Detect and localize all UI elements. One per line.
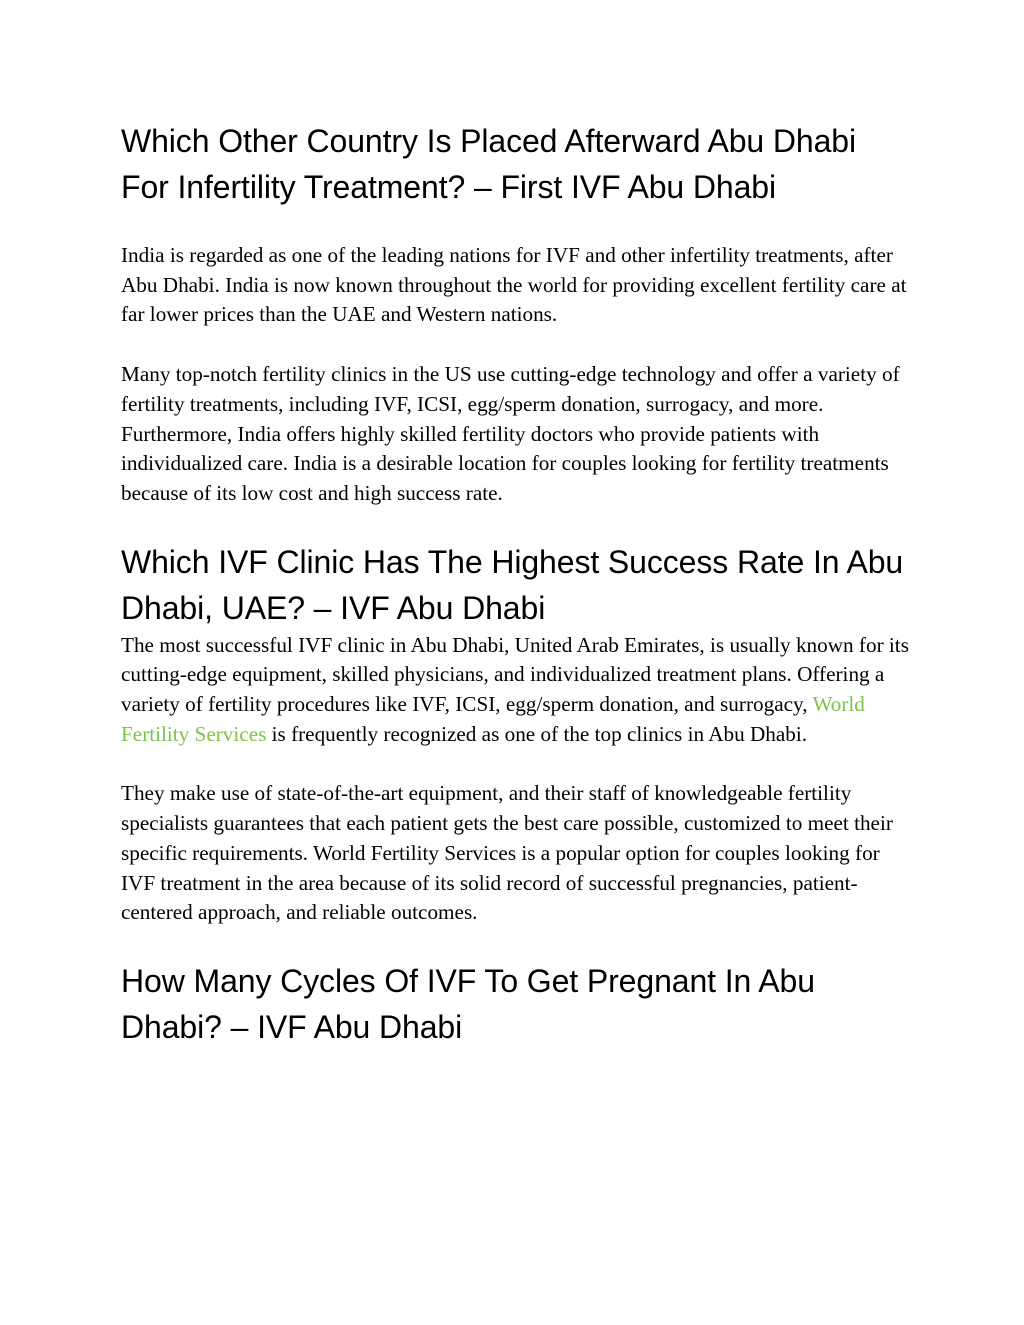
paragraph-successful-clinic [121,631,911,750]
paragraph-text: The most successful IVF clinic in Abu Dhabi, United Arab Emirates, is usually known for its cutting-edge equipment, skilled physicians, and individualized treatment plans. Offering a variety of fertility procedures like IVF, ICSI, egg/sperm donation, and surrogacy, [121,632,909,717]
heading-other-country: Which Other Country Is Placed Afterward Abu Dhabi For Infertility Treatment? – First IVF Abu Dhabi [121,123,857,205]
paragraph-india-intro: India is regarded as one of the leading nations for IVF and other infertility treatments, after Abu Dhabi. India is now known throughout the world for providing excellent fertility care at far lower prices than the UAE and Western nations. [121,243,907,327]
paragraph-text: is frequently recognized as one of the top clinics in Abu Dhabi. [266,721,808,746]
heading-highest-success: Which IVF Clinic Has The Highest Success Rate In Abu Dhabi, UAE? – IVF Abu Dhabi [121,543,904,626]
paragraph-clinics: Many top-notch fertility clinics in the US use cutting-edge technology and offer a variety of fertility treatments, including IVF, ICSI, egg/sperm donation, surrogacy, and more. Furthermore, India offers highly skilled fertility doctors who provide patients with individualized care. India is a desirable location for couples looking for fertility treatments because of its low cost and high success rate. [121,362,900,505]
world-fertility-services-link[interactable]: World Fertility Services [121,692,865,746]
document-page [121,118,911,1050]
heading-cycles: How Many Cycles Of IVF To Get Pregnant In Abu Dhabi? – IVF Abu Dhabi [121,962,815,1045]
paragraph-equipment: They make use of state-of-the-art equipment, and their staff of knowledgeable fertility specialists guarantees that each patient gets the best care possible, customized to meet their specific requirements. World Fertility Services is a popular option for couples looking for IVF treatment in the area because of its solid record of successful pregnancies, patient-centered approach, and reliable outcomes. [121,781,893,925]
